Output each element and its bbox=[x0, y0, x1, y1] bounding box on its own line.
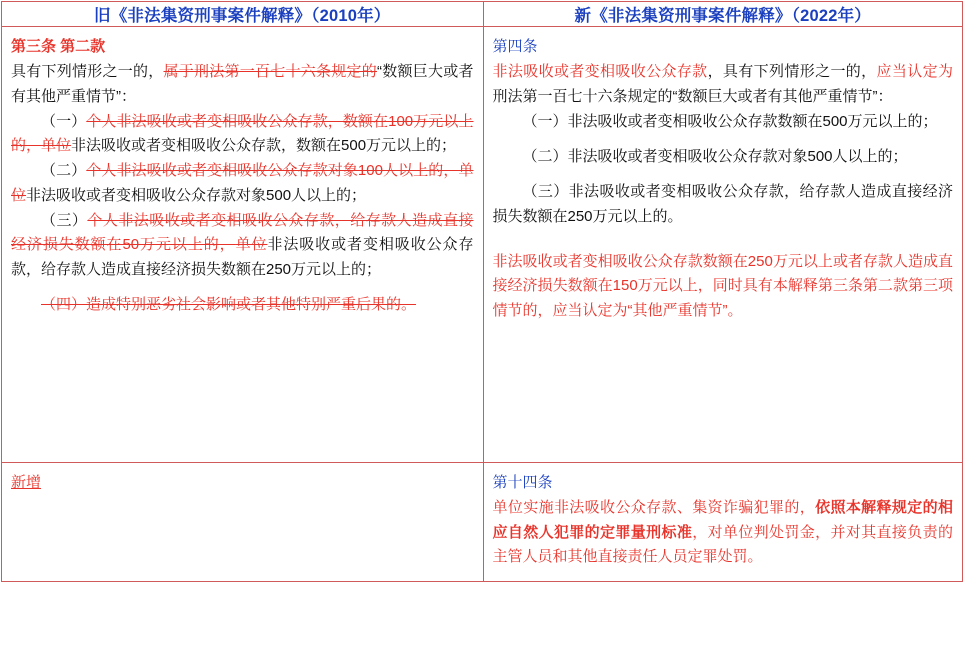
old-item-3-rest: 非法吸收或者变相吸收公众存款，给存款人造成直接经济损失数额在250万元以上的； bbox=[11, 236, 474, 278]
old-item-2-struck-a: 个人非法吸收或者变相吸收公众存款对象100人以上的， bbox=[86, 162, 459, 180]
new-item-3: （三）非法吸收或者变相吸收公众存款，给存款人造成直接经济损失数额在250万元以上的。 bbox=[492, 183, 953, 225]
new-article-4-cell bbox=[483, 27, 963, 463]
new-lead-red-2: 应当认定为 bbox=[876, 63, 953, 81]
old-item-2 bbox=[11, 159, 474, 208]
new-article-14-content bbox=[484, 463, 963, 580]
old-item-4-struck: （四）造成特别恶劣社会影响或者其他特别严重后果的。 bbox=[41, 295, 417, 313]
old-item-3-struck-b: 单位 bbox=[235, 236, 268, 254]
new-article-4-content bbox=[484, 27, 963, 334]
old-article-3-content bbox=[2, 27, 483, 328]
new-lead-red-1: 非法吸收或者变相吸收公众存款 bbox=[492, 63, 708, 81]
old-new-label bbox=[11, 471, 474, 495]
table-row bbox=[2, 27, 963, 463]
new-article-14-title-text: 第十四条 bbox=[492, 474, 553, 491]
old-item-2-number: （二） bbox=[41, 162, 87, 180]
new-article-14-cell bbox=[483, 463, 963, 582]
new-article-14-title bbox=[493, 471, 954, 495]
old-article-title-text: 第三条 第二款 bbox=[11, 38, 106, 55]
old-item-1 bbox=[11, 110, 474, 159]
header-new-interpretation: 新《非法集资刑事案件解释》（2022年） bbox=[483, 2, 963, 27]
new-spacer-1 bbox=[493, 135, 954, 145]
new-article-14-part1: 单位实施非法吸收公众存款、集资诈骗犯罪的， bbox=[492, 499, 816, 517]
old-item-1-rest: 非法吸收或者变相吸收公众存款，数额在500万元以上的； bbox=[71, 137, 457, 155]
old-item-1-number: （一） bbox=[41, 112, 87, 130]
new-spacer-3 bbox=[493, 230, 954, 240]
old-lead-part1: 具有下列情形之一的， bbox=[11, 63, 164, 81]
new-spacer-4 bbox=[493, 240, 954, 250]
new-article-14-paragraph bbox=[493, 496, 954, 569]
table-row bbox=[2, 463, 963, 582]
new-lead-paragraph bbox=[493, 60, 954, 109]
header-old-interpretation: 旧《非法集资刑事案件解释》（2010年） bbox=[2, 2, 484, 27]
old-spacer bbox=[11, 283, 474, 293]
old-lead-part2: “数额巨大或者有其他严重情节”： bbox=[11, 63, 474, 105]
old-new-label-text: 新增 bbox=[11, 474, 42, 491]
new-spacer-2 bbox=[493, 170, 954, 180]
old-lead-struck: 属于刑法第一百七十六条规定的 bbox=[163, 63, 377, 81]
old-item-2-rest: 非法吸收或者变相吸收公众存款对象500人以上的； bbox=[26, 186, 367, 204]
new-lead-black-2: 刑法第一百七十六条规定的“数额巨大或者有其他严重情节”： bbox=[492, 87, 893, 105]
new-article-title-text: 第四条 bbox=[492, 38, 538, 55]
new-article-14-part2: ，对单位判处罚金，并对其直接负责的主管人员和其他直接责任人员定罪处罚。 bbox=[492, 523, 953, 565]
new-item-1: （一）非法吸收或者变相吸收公众存款数额在500万元以上的； bbox=[522, 112, 938, 130]
old-item-3-number: （三） bbox=[41, 212, 88, 230]
old-article-title bbox=[11, 35, 474, 59]
table-header-row bbox=[2, 2, 963, 27]
old-item-3-struck-a: 个人非法吸收或者变相吸收公众存款，给存款人造成直接经济损失数额在50万元以上的， bbox=[11, 212, 474, 254]
old-lead-paragraph bbox=[11, 60, 474, 109]
old-new-addition-cell bbox=[2, 463, 484, 582]
new-item-2: （二）非法吸收或者变相吸收公众存款对象500人以上的； bbox=[522, 148, 908, 166]
old-item-1-struck-a: 个人非法吸收或者变相吸收公众存款，数额在100万元以上的， bbox=[11, 112, 474, 155]
comparison-table bbox=[1, 1, 963, 582]
new-lead-black-1: ，具有下列情形之一的， bbox=[707, 63, 877, 81]
old-item-3 bbox=[11, 209, 474, 282]
old-item-2-struck-b: 单位 bbox=[11, 162, 474, 204]
old-new-addition-content bbox=[2, 463, 483, 506]
new-additional-paragraph: 非法吸收或者变相吸收公众存款数额在250万元以上或者存款人造成直接经济损失数额在150万元以上，同时具有本解释第三条第二款第三项情节的，应当认定为“其他严重情节”。 bbox=[492, 253, 953, 319]
old-item-4 bbox=[11, 293, 474, 317]
old-article-3-cell bbox=[2, 27, 484, 463]
new-article-title bbox=[493, 35, 954, 59]
old-item-1-struck-b: 单位 bbox=[41, 137, 72, 155]
new-article-14-emphasis: 依照本解释规定的相应自然人犯罪的定罪量刑标准 bbox=[492, 499, 953, 541]
